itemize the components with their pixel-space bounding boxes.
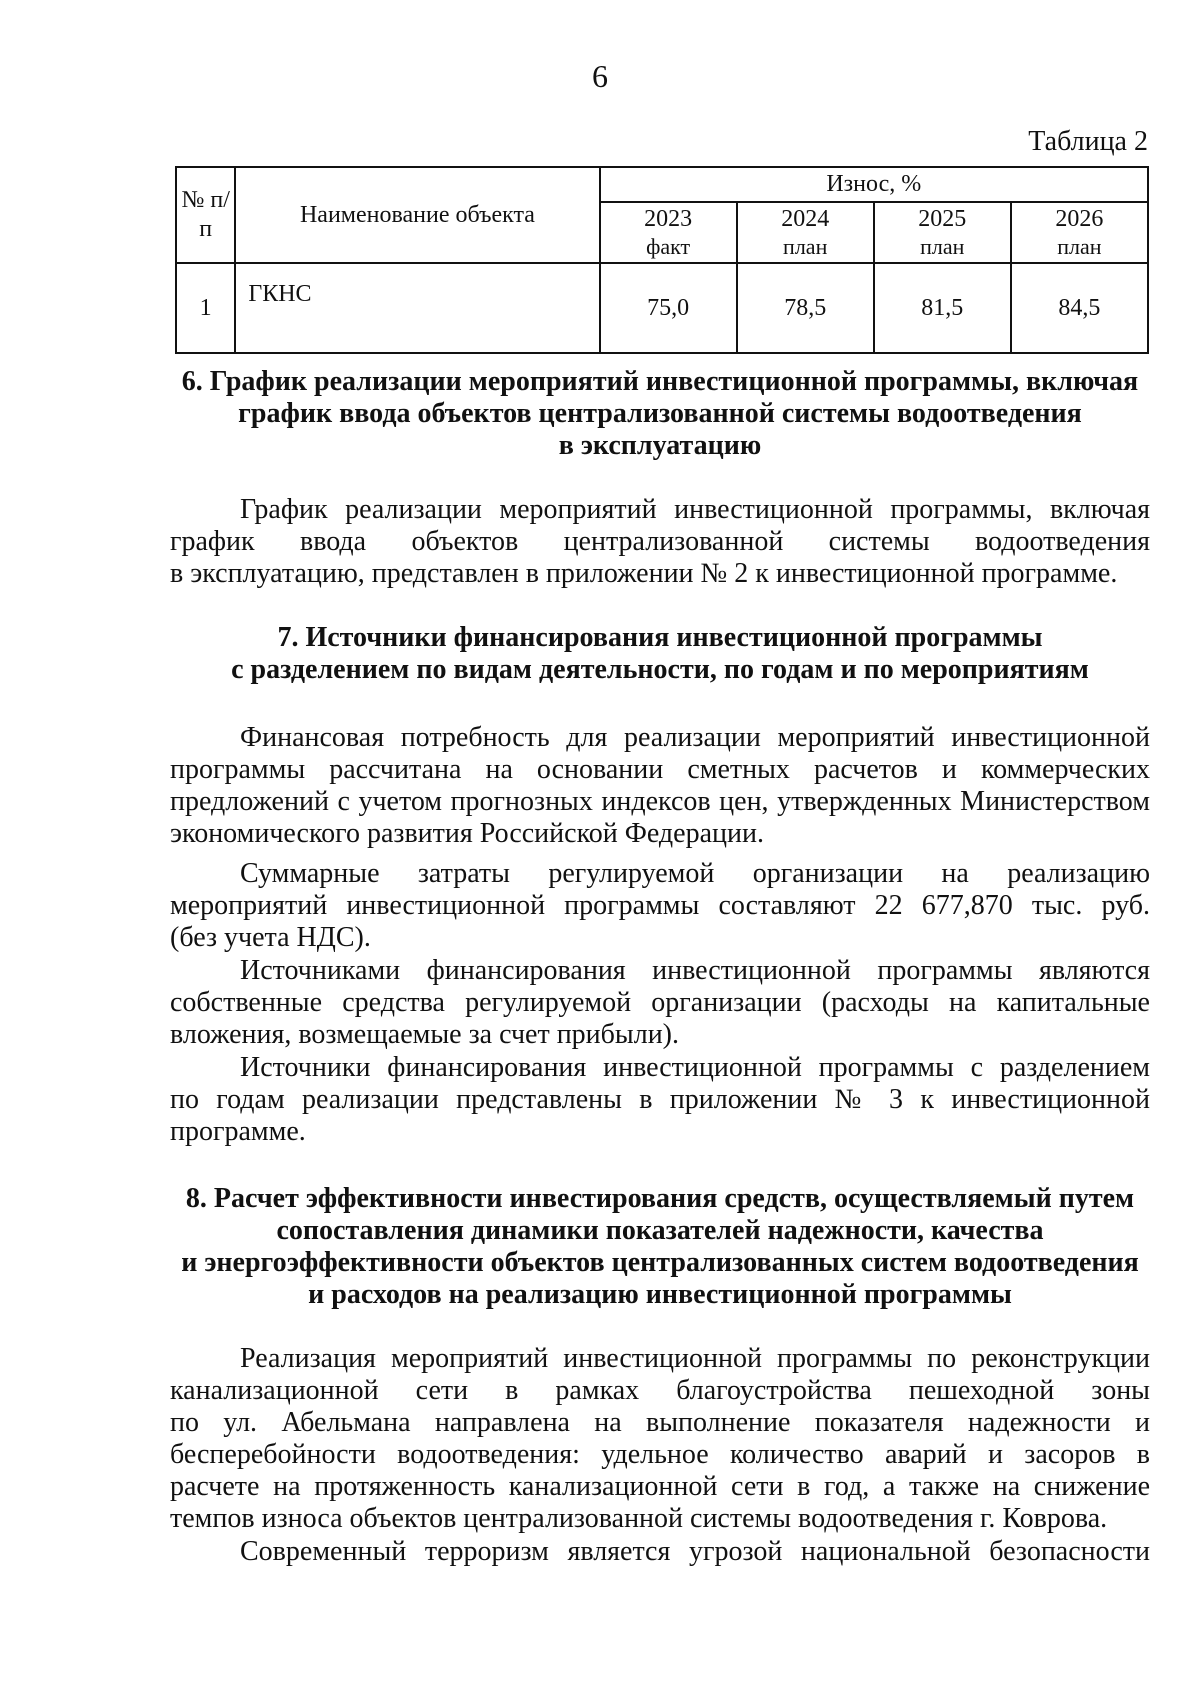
paragraph-line: Реализация мероприятий инвестиционной программы по реконструкции [240,1343,1150,1374]
paragraph-line: программе. [170,1116,306,1147]
paragraph-line: График реализации мероприятий инвестиционной программы, включая [240,494,1150,525]
section-7-heading [170,622,1150,686]
section-8-paragraph-1 [170,1343,1150,1535]
row-value: 84,5 [1011,263,1148,353]
section-8-paragraph-2 [170,1536,1150,1568]
page-number: 6 [592,58,608,94]
year-header [737,202,874,263]
paragraph-line: Суммарные затраты регулируемой организации на реализацию [240,858,1150,889]
year-header [874,202,1011,263]
heading-line: сопоставления динамики показателей надежности, качества [276,1215,1044,1246]
paragraph-line: по ул. Абельмана направлена на выполнение показателя надежности и [170,1407,1150,1438]
paragraph-line: бесперебойности водоотведения: удельное количество аварий и засоров в [170,1439,1150,1470]
heading-line: и расходов на реализацию инвестиционной программы [308,1279,1012,1310]
section-7-paragraph-4 [170,1052,1150,1148]
year-value: 2024 [781,205,830,232]
heading-line: график ввода объектов централизованной системы водоотведения [238,398,1082,429]
year-value: 2025 [918,205,967,232]
row-num: 1 [176,263,235,353]
paragraph-line: Источниками финансирования инвестиционной программы являются [240,955,1150,986]
paragraph-line: канализационной сети в рамках благоустройства пешеходной зоны [170,1375,1150,1406]
header-name: Наименование объекта [235,167,599,263]
table-header-row [176,167,1148,202]
paragraph-line: мероприятий инвестиционной программы составляют 22 677,870 тыс. руб. [170,890,1150,921]
heading-line: 7. Источники финансирования инвестиционной программы [277,622,1043,653]
table-row [176,263,1148,353]
year-header [1011,202,1148,263]
paragraph-line: предложений с учетом прогнозных индексов цен, утвержденных Министерством [170,786,1150,817]
year-kind: план [783,233,828,259]
heading-line: в эксплуатацию [558,430,762,461]
year-value: 2023 [644,205,693,232]
paragraph-line: Современный терроризм является угрозой национальной безопасности [240,1536,1150,1567]
section-8-heading [170,1183,1150,1311]
paragraph-line: Финансовая потребность для реализации мероприятий инвестиционной [240,722,1150,753]
paragraph-line: (без учета НДС). [170,922,371,953]
heading-line: и энергоэффективности объектов централизованных систем водоотведения [181,1247,1139,1278]
year-kind: план [920,233,965,259]
header-num: № п/п [176,167,235,263]
row-value: 75,0 [600,263,737,353]
paragraph-line: Источники финансирования инвестиционной программы с разделением [240,1052,1150,1083]
paragraph-line: экономического развития Российской Федерации. [170,818,764,849]
row-value: 81,5 [874,263,1011,353]
paragraph-line: собственные средства регулируемой организации (расходы на капитальные [170,987,1150,1018]
paragraph-line: в эксплуатацию, представлен в приложении № 2 к инвестиционной программе. [170,558,1118,589]
paragraph-line: по годам реализации представлены в приложении № 3 к инвестиционной [170,1084,1150,1115]
year-header [600,202,737,263]
wear-table [175,166,1149,354]
header-wear-group: Износ, % [600,167,1148,202]
section-7-paragraph-1 [170,722,1150,850]
table-label: Таблица 2 [1028,126,1148,157]
year-kind: факт [646,233,691,259]
row-name: ГКНС [235,263,599,353]
heading-line: 8. Расчет эффективности инвестирования средств, осуществляемый путем [185,1183,1135,1214]
year-value: 2026 [1055,205,1104,232]
paragraph-line: расчете на протяженность канализационной сети в год, а также на снижение [170,1471,1150,1502]
section-7-paragraph-3 [170,955,1150,1051]
year-kind: план [1057,233,1102,259]
section-6-heading [170,366,1150,462]
row-value: 78,5 [737,263,874,353]
paragraph-line: темпов износа объектов централизованной системы водоотведения г. Коврова. [170,1503,1108,1534]
heading-line: с разделением по видам деятельности, по годам и по мероприятиям [231,654,1089,685]
paragraph-line: график ввода объектов централизованной системы водоотведения [170,526,1150,557]
section-6-paragraph [170,494,1150,590]
paragraph-line: программы рассчитана на основании сметных расчетов и коммерческих [170,754,1150,785]
section-7-paragraph-2 [170,858,1150,954]
paragraph-line: вложения, возмещаемые за счет прибыли). [170,1019,680,1050]
heading-line: 6. График реализации мероприятий инвестиционной программы, включая [181,366,1139,397]
